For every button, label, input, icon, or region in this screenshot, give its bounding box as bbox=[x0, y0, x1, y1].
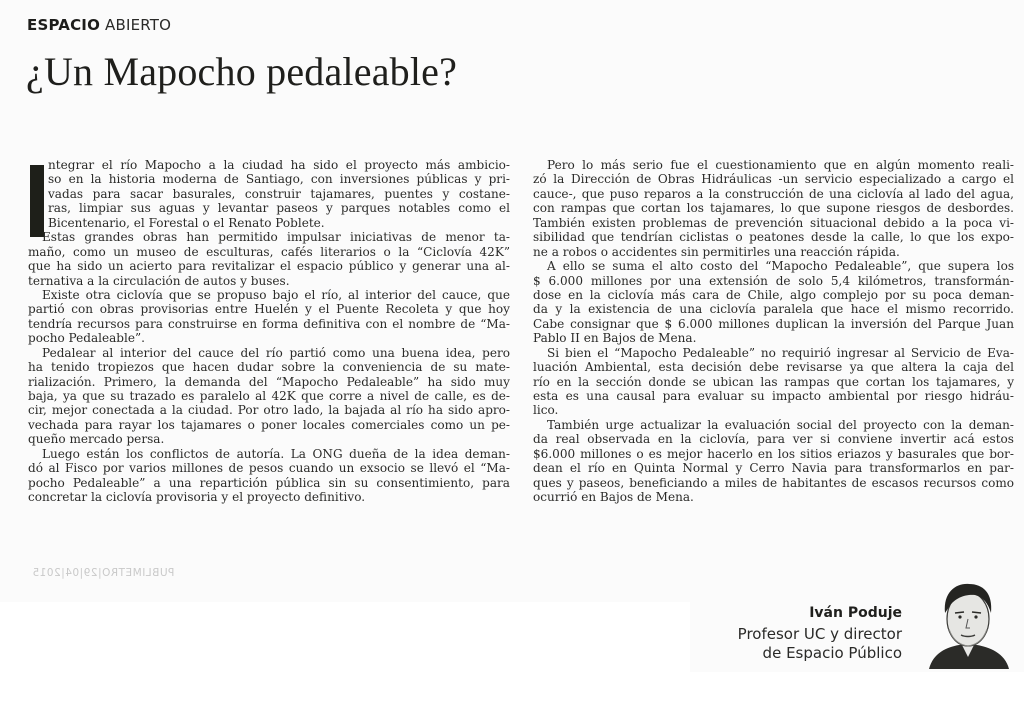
portrait-eye-right bbox=[974, 615, 977, 618]
article-text-line: que ha sido un acierto para revitalizar el espacio público y generar una al- bbox=[28, 259, 510, 274]
article-text-line: A ello se suma el alto costo del “Mapocho Pedaleable”, que supera los bbox=[547, 259, 1014, 274]
portrait-brow-right bbox=[972, 612, 981, 613]
article-text-line: da y la existencia de una ciclovía paralela que hace el mismo recorrido. bbox=[533, 302, 1014, 317]
article-text-line: $6.000 millones o es mejor hacerlo en los sitios eriazos y basurales que bor- bbox=[533, 446, 1014, 461]
article-text-line: dean el río en Quinta Normal y Cerro Navia para transformarlos en par- bbox=[533, 461, 1014, 476]
article-text-line: queño mercado persa. bbox=[28, 432, 165, 447]
article-text-line: ocurrió en Bajos de Mena. bbox=[533, 490, 694, 505]
article-text-line: Pedalear al interior del cauce del río partió como una buena idea, pero bbox=[42, 345, 510, 360]
article-text-line: ha tenido tropiezos que hacen dudar sobre la conveniencia de su mate- bbox=[28, 360, 510, 375]
article-text-line: ne a robos o accidentes sin permitirles una reacción rápida. bbox=[533, 244, 900, 259]
article-text-line: baja, ya que su trazado es paralelo al 42K que corre a nivel de calle, es de- bbox=[28, 389, 510, 403]
article-text-line: esta es una causal para evaluar su impacto ambiental por riesgo hidráu- bbox=[533, 389, 1014, 403]
article-text-line: pocho Pedaleable”. bbox=[28, 331, 145, 346]
article-text-line: ntegrar el río Mapocho a la ciudad ha sido el proyecto más ambicio- bbox=[48, 158, 510, 172]
article-text-line: vadas para sacar basurales, construir tajamares, puentes y costane- bbox=[48, 186, 510, 201]
author-name: Iván Poduje bbox=[809, 605, 902, 621]
article-text-line: cauce-, que puso reparos a la construcción de una ciclovía al lado del agua, bbox=[533, 186, 1014, 201]
article-text-line: Pablo II en Bajos de Mena. bbox=[533, 331, 697, 346]
article-text-line: sibilidad que tendrían ciclistas o peatones desde la calle, lo que los expo- bbox=[533, 230, 1014, 245]
portrait-eye-left bbox=[958, 615, 961, 618]
article-column-right bbox=[533, 158, 1014, 505]
article-text-line: Cabe consignar que $ 6.000 millones duplican la inversión del Parque Juan bbox=[533, 316, 1014, 331]
article-text-line: dó al Fisco por varios millones de pesos cuando un exsocio se llevó el “Ma- bbox=[28, 461, 510, 476]
portrait-brow-left bbox=[955, 612, 964, 613]
article-text-line: tendría recursos para construirse en forma definitiva con el nombre de “Ma- bbox=[28, 316, 510, 331]
article-text-line: con rampas que cortan los tajamares, lo que supone riesgos de desbordes. bbox=[533, 201, 1014, 216]
article-text-line: zó la Dirección de Obras Hidráulicas -un servicio especializado a cargo el bbox=[533, 172, 1014, 187]
article-text-line: $ 6.000 millones por una extensión de solo 5,4 kilómetros, transformán- bbox=[533, 273, 1014, 288]
article-text-line: También existen problemas de prevención situacional debido a la poca vi- bbox=[533, 215, 1014, 230]
article-text-line: Existe otra ciclovía que se propuso bajo el río, al interior del cauce, que bbox=[42, 287, 510, 302]
article-text-line: rialización. Primero, la demanda del “Mapocho Pedaleable” ha sido muy bbox=[28, 374, 510, 389]
article-text-line: pocho Pedaleable” a una repartición pública sin su consentimiento, para bbox=[28, 475, 510, 490]
article-text-line: ques y paseos, beneficiando a miles de habitantes de escasos recursos como bbox=[533, 475, 1014, 490]
article-text-line: Bicentenario, el Forestal o el Renato Poblete. bbox=[48, 215, 325, 230]
section-label-light: ABIERTO bbox=[105, 16, 172, 34]
article-text-line: Estas grandes obras han permitido impulsar iniciativas de menor ta- bbox=[42, 230, 510, 245]
article-text-line: Pero lo más serio fue el cuestionamiento que en algún momento reali- bbox=[547, 158, 1014, 172]
author-role-line-2: de Espacio Público bbox=[762, 644, 902, 662]
article-text-line: da real observada en la ciclovía, para ver si conviene invertir acá estos bbox=[533, 432, 1014, 447]
section-label bbox=[27, 16, 171, 34]
article-text-line: lico. bbox=[533, 403, 559, 418]
author-role bbox=[682, 625, 902, 663]
article-headline: ¿Un Mapocho pedaleable? bbox=[26, 49, 458, 94]
article-text-line: Si bien el “Mapocho Pedaleable” no requirió ingresar al Servicio de Eva- bbox=[547, 345, 1014, 360]
section-label-bold: ESPACIO bbox=[27, 16, 101, 34]
article-text-line: partió con obras provisorias entre Huelén y el Puente Recoleta y que hoy bbox=[28, 302, 510, 317]
article-text-line: so en la historia moderna de Santiago, con inversiones públicas y pri- bbox=[48, 172, 510, 187]
article-text-line: También urge actualizar la evaluación social del proyecto con la deman- bbox=[547, 417, 1014, 432]
article-text-line: Luego están los conflictos de autoría. La ONG dueña de la idea deman- bbox=[42, 446, 510, 461]
article-text-line: cir, mejor conectada a la ciudad. Por otro lado, la bajada al río ha sido apro- bbox=[28, 403, 510, 418]
article-text-line: dose en la ciclovía más cara de Chile, algo complejo por su poca deman- bbox=[533, 287, 1014, 302]
article-text-line: ras, limpiar sus aguas y levantar paseos y parques notables como el bbox=[48, 201, 510, 216]
author-role-line-1: Profesor UC y director bbox=[737, 625, 902, 643]
article-text-line: ternativa a la circulación de autos y buses. bbox=[28, 273, 290, 288]
article-text-line: río en la sección donde se ubican las rampas que cortan los tajamares, y bbox=[533, 374, 1014, 389]
publication-stamp: PUBLIMETRO|29|04|2015 bbox=[32, 567, 175, 579]
article-text-line: maño, como un museo de esculturas, cafés literarios o la “Ciclovía 42K” bbox=[28, 244, 510, 259]
article-text-line: vechada para rayar los tajamares o poner locales comerciales como un pe- bbox=[28, 417, 510, 432]
article-text-line: luación Ambiental, esta decisión debe revisarse ya que altera la caja del bbox=[533, 360, 1014, 375]
author-portrait-illustration bbox=[925, 577, 1011, 669]
article-column-left bbox=[28, 158, 510, 505]
article-text-line: concretar la ciclovía provisoria y el proyecto definitivo. bbox=[28, 490, 366, 505]
